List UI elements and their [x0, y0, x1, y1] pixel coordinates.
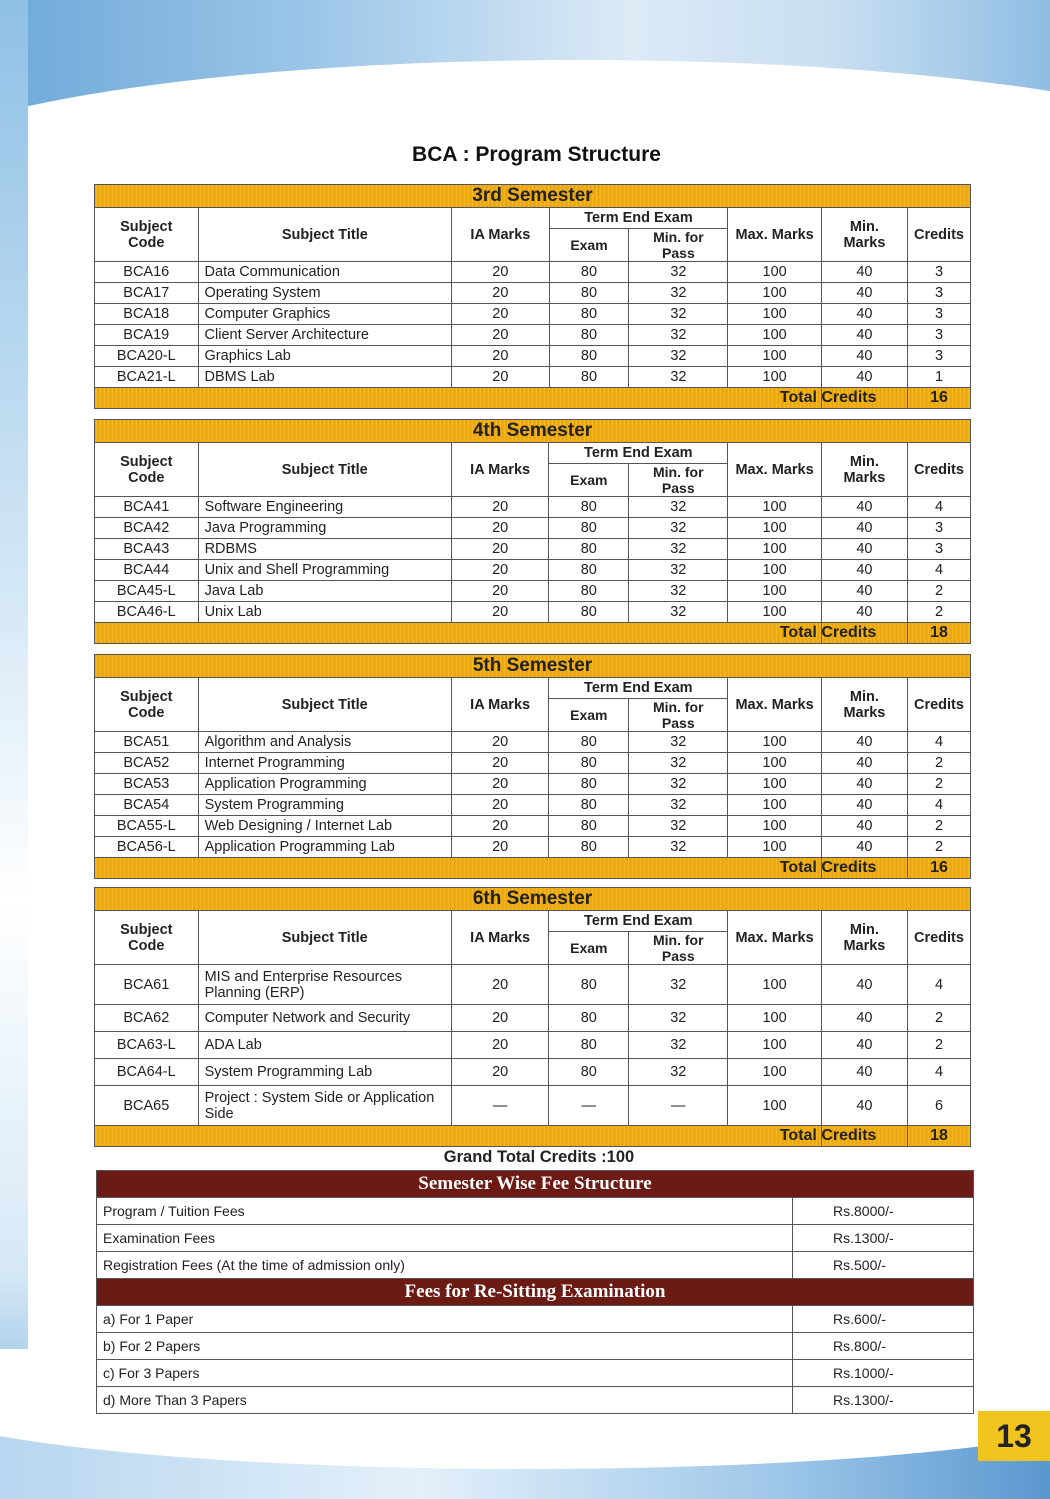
fee-row [97, 1252, 974, 1279]
cell-credits: 4 [907, 795, 970, 816]
cell-min-for-pass: 32 [629, 325, 728, 346]
cell-min-for-pass: 32 [629, 262, 728, 283]
cell-min-for-pass: 32 [629, 837, 728, 858]
cell-min-for-pass: 32 [629, 602, 728, 623]
cell-min-for-pass: 32 [629, 518, 728, 539]
col-credits: Credits [907, 911, 970, 965]
cell-max-marks: 100 [728, 283, 822, 304]
fee-item: a) For 1 Paper [97, 1306, 793, 1333]
col-term-end-exam: Term End Exam [549, 678, 728, 699]
cell-subject-title: Software Engineering [198, 497, 451, 518]
cell-subject-title: Computer Network and Security [198, 1005, 451, 1032]
semester-table [94, 419, 971, 644]
cell-exam-marks: 80 [549, 1005, 629, 1032]
cell-max-marks: 100 [728, 518, 822, 539]
semester-table [94, 887, 971, 1147]
fee-amount: Rs.1300/- [793, 1387, 974, 1414]
cell-min-marks: 40 [821, 325, 907, 346]
cell-min-marks: 40 [821, 581, 907, 602]
col-term-end-exam: Term End Exam [549, 911, 728, 932]
cell-subject-title: Java Lab [198, 581, 451, 602]
cell-ia-marks: — [451, 1086, 548, 1126]
table-row [95, 965, 971, 1005]
col-subject-title: Subject Title [198, 443, 451, 497]
cell-exam-marks: 80 [549, 602, 629, 623]
fee-item: c) For 3 Papers [97, 1360, 793, 1387]
cell-subject-title: RDBMS [198, 539, 451, 560]
col-min-for-pass: Min. for Pass [629, 229, 728, 262]
table-row [95, 262, 971, 283]
cell-credits: 2 [907, 1005, 970, 1032]
cell-credits: 4 [907, 965, 970, 1005]
cell-exam-marks: 80 [549, 795, 629, 816]
cell-max-marks: 100 [728, 1059, 822, 1086]
col-exam: Exam [549, 464, 629, 497]
cell-max-marks: 100 [728, 262, 822, 283]
cell-ia-marks: 20 [451, 795, 548, 816]
table-row [95, 539, 971, 560]
table-row [95, 325, 971, 346]
semester-heading: 5th Semester [95, 655, 971, 678]
cell-exam-marks: 80 [549, 539, 629, 560]
fee-row [97, 1387, 974, 1414]
cell-ia-marks: 20 [452, 367, 549, 388]
cell-subject-code: BCA63-L [95, 1032, 199, 1059]
cell-max-marks: 100 [728, 367, 822, 388]
cell-min-marks: 40 [821, 965, 907, 1005]
table-row [95, 304, 971, 325]
table-row [95, 753, 971, 774]
cell-subject-code: BCA42 [95, 518, 199, 539]
page-title: BCA : Program Structure [412, 143, 661, 166]
cell-subject-title: Java Programming [198, 518, 451, 539]
fee-amount: Rs.1300/- [793, 1225, 974, 1252]
cell-credits: 4 [907, 560, 970, 581]
cell-subject-title: Graphics Lab [198, 346, 452, 367]
cell-exam-marks: 80 [549, 325, 629, 346]
cell-subject-title: Unix Lab [198, 602, 451, 623]
cell-ia-marks: 20 [451, 837, 548, 858]
cell-min-for-pass: 32 [629, 560, 728, 581]
cell-subject-title: Computer Graphics [198, 304, 452, 325]
cell-ia-marks: 20 [451, 560, 548, 581]
cell-ia-marks: 20 [451, 581, 548, 602]
col-subject-code: Subject Code [95, 208, 199, 262]
cell-subject-title: MIS and Enterprise Resources Planning (ERP) [198, 965, 451, 1005]
semester-heading: 6th Semester [95, 888, 971, 911]
cell-min-marks: 40 [821, 1005, 907, 1032]
fee-amount: Rs.600/- [793, 1306, 974, 1333]
col-max-marks: Max. Marks [728, 678, 822, 732]
total-credits-label: Total Credits [821, 623, 907, 644]
fee-amount: Rs.500/- [793, 1252, 974, 1279]
cell-max-marks: 100 [728, 539, 822, 560]
cell-subject-title: Client Server Architecture [198, 325, 452, 346]
cell-ia-marks: 20 [451, 602, 548, 623]
cell-min-for-pass: 32 [629, 346, 728, 367]
cell-min-marks: 40 [821, 1032, 907, 1059]
cell-exam-marks: 80 [549, 304, 629, 325]
cell-min-for-pass: 32 [629, 497, 728, 518]
cell-max-marks: 100 [728, 346, 822, 367]
cell-subject-code: BCA17 [95, 283, 199, 304]
cell-min-for-pass: 32 [629, 816, 728, 837]
fee-row [97, 1306, 974, 1333]
cell-min-for-pass: 32 [629, 1059, 728, 1086]
col-exam: Exam [549, 699, 629, 732]
table-row [95, 732, 971, 753]
cell-credits: 1 [907, 367, 970, 388]
cell-exam-marks: 80 [549, 497, 629, 518]
table-row [95, 518, 971, 539]
cell-subject-title: Data Communication [198, 262, 452, 283]
cell-exam-marks: 80 [549, 581, 629, 602]
total-credits-label: Total Credits [821, 388, 907, 409]
cell-exam-marks: 80 [549, 346, 629, 367]
cell-exam-marks: 80 [549, 965, 629, 1005]
cell-exam-marks: 80 [549, 1032, 629, 1059]
cell-max-marks: 100 [728, 732, 822, 753]
fee-item: Registration Fees (At the time of admission only) [97, 1252, 793, 1279]
cell-exam-marks: 80 [549, 283, 629, 304]
table-row [95, 1059, 971, 1086]
cell-exam-marks: 80 [549, 560, 629, 581]
cell-credits: 4 [907, 732, 970, 753]
cell-min-for-pass: 32 [629, 283, 728, 304]
col-subject-code: Subject Code [95, 443, 199, 497]
cell-max-marks: 100 [728, 304, 822, 325]
cell-credits: 4 [907, 497, 970, 518]
total-credits-value: 16 [907, 388, 970, 409]
col-ia-marks: IA Marks [451, 678, 548, 732]
col-credits: Credits [907, 208, 970, 262]
cell-credits: 2 [907, 753, 970, 774]
cell-credits: 3 [907, 518, 970, 539]
fee-amount: Rs.1000/- [793, 1360, 974, 1387]
cell-max-marks: 100 [728, 816, 822, 837]
cell-exam-marks: 80 [549, 732, 629, 753]
cell-min-marks: 40 [821, 1059, 907, 1086]
col-credits: Credits [907, 443, 970, 497]
page-number: 13 [978, 1411, 1050, 1461]
cell-subject-code: BCA46-L [95, 602, 199, 623]
cell-min-marks: 40 [821, 367, 907, 388]
total-credits-label: Total Credits [821, 858, 907, 879]
fee-item: b) For 2 Papers [97, 1333, 793, 1360]
total-credits-value: 16 [907, 858, 970, 879]
col-max-marks: Max. Marks [728, 911, 822, 965]
col-subject-code: Subject Code [95, 678, 199, 732]
col-max-marks: Max. Marks [728, 208, 822, 262]
fee-row [97, 1198, 974, 1225]
col-ia-marks: IA Marks [451, 443, 548, 497]
cell-exam-marks: 80 [549, 816, 629, 837]
decorative-left-edge [0, 0, 28, 1499]
cell-max-marks: 100 [728, 560, 822, 581]
col-min-marks: Min. Marks [821, 678, 907, 732]
fee-row [97, 1225, 974, 1252]
cell-subject-title: Unix and Shell Programming [198, 560, 451, 581]
cell-min-for-pass: 32 [629, 539, 728, 560]
cell-exam-marks: 80 [549, 367, 629, 388]
cell-subject-code: BCA64-L [95, 1059, 199, 1086]
semester-heading: 3rd Semester [95, 185, 971, 208]
cell-ia-marks: 20 [451, 1059, 548, 1086]
cell-max-marks: 100 [728, 602, 822, 623]
cell-subject-code: BCA44 [95, 560, 199, 581]
cell-exam-marks: 80 [549, 753, 629, 774]
fee-item: Program / Tuition Fees [97, 1198, 793, 1225]
cell-ia-marks: 20 [452, 283, 549, 304]
cell-min-for-pass: 32 [629, 1005, 728, 1032]
cell-max-marks: 100 [728, 1032, 822, 1059]
col-subject-title: Subject Title [198, 208, 452, 262]
cell-min-for-pass: 32 [629, 732, 728, 753]
cell-subject-code: BCA65 [95, 1086, 199, 1126]
fee-item: d) More Than 3 Papers [97, 1387, 793, 1414]
cell-subject-code: BCA18 [95, 304, 199, 325]
total-credits-value: 18 [907, 1126, 970, 1147]
table-row [95, 283, 971, 304]
cell-max-marks: 100 [728, 325, 822, 346]
cell-subject-code: BCA51 [95, 732, 199, 753]
cell-min-marks: 40 [821, 262, 907, 283]
cell-subject-title: Operating System [198, 283, 452, 304]
cell-subject-code: BCA54 [95, 795, 199, 816]
cell-min-marks: 40 [821, 774, 907, 795]
cell-subject-title: ADA Lab [198, 1032, 451, 1059]
col-subject-title: Subject Title [198, 678, 451, 732]
cell-ia-marks: 20 [451, 753, 548, 774]
cell-subject-code: BCA19 [95, 325, 199, 346]
fee-amount: Rs.800/- [793, 1333, 974, 1360]
cell-ia-marks: 20 [451, 774, 548, 795]
cell-subject-title: Web Designing / Internet Lab [198, 816, 451, 837]
cell-subject-title: Application Programming [198, 774, 451, 795]
cell-min-marks: 40 [821, 346, 907, 367]
table-row [95, 497, 971, 518]
cell-min-marks: 40 [821, 1086, 907, 1126]
cell-min-marks: 40 [821, 837, 907, 858]
cell-min-for-pass: 32 [629, 1032, 728, 1059]
cell-ia-marks: 20 [452, 262, 549, 283]
table-row [95, 367, 971, 388]
cell-ia-marks: 20 [451, 965, 548, 1005]
cell-credits: 2 [907, 816, 970, 837]
col-subject-title: Subject Title [198, 911, 451, 965]
cell-credits: 3 [907, 346, 970, 367]
cell-min-marks: 40 [821, 602, 907, 623]
cell-subject-title: Internet Programming [198, 753, 451, 774]
col-ia-marks: IA Marks [452, 208, 549, 262]
cell-subject-title: Application Programming Lab [198, 837, 451, 858]
cell-credits: 2 [907, 602, 970, 623]
cell-max-marks: 100 [728, 753, 822, 774]
cell-max-marks: 100 [728, 837, 822, 858]
cell-ia-marks: 20 [451, 732, 548, 753]
cell-subject-title: System Programming [198, 795, 451, 816]
table-row [95, 816, 971, 837]
cell-subject-code: BCA53 [95, 774, 199, 795]
cell-min-for-pass: 32 [629, 367, 728, 388]
col-min-marks: Min. Marks [821, 443, 907, 497]
cell-min-marks: 40 [821, 816, 907, 837]
semester-table [94, 184, 971, 409]
cell-min-marks: 40 [821, 304, 907, 325]
cell-credits: 3 [907, 304, 970, 325]
col-min-for-pass: Min. for Pass [629, 464, 728, 497]
fee-structure-table [96, 1170, 974, 1414]
cell-min-marks: 40 [821, 753, 907, 774]
cell-subject-code: BCA55-L [95, 816, 199, 837]
fee-item: Examination Fees [97, 1225, 793, 1252]
col-min-for-pass: Min. for Pass [629, 699, 728, 732]
cell-subject-code: BCA16 [95, 262, 199, 283]
cell-min-marks: 40 [821, 497, 907, 518]
resitting-fees-heading: Fees for Re-Sitting Examination [97, 1279, 974, 1306]
cell-ia-marks: 20 [451, 1032, 548, 1059]
cell-credits: 6 [907, 1086, 970, 1126]
cell-exam-marks: 80 [549, 518, 629, 539]
semester-table [94, 654, 971, 879]
col-term-end-exam: Term End Exam [549, 208, 728, 229]
cell-max-marks: 100 [728, 1005, 822, 1032]
cell-min-for-pass: 32 [629, 581, 728, 602]
table-row [95, 346, 971, 367]
cell-subject-code: BCA20-L [95, 346, 199, 367]
cell-subject-code: BCA41 [95, 497, 199, 518]
cell-subject-code: BCA56-L [95, 837, 199, 858]
fee-structure-heading: Semester Wise Fee Structure [97, 1171, 974, 1198]
table-row [95, 1032, 971, 1059]
table-row [95, 774, 971, 795]
table-row [95, 1005, 971, 1032]
fee-row [97, 1333, 974, 1360]
table-row [95, 581, 971, 602]
grand-total-credits: Grand Total Credits :100 [443, 1148, 635, 1166]
fee-amount: Rs.8000/- [793, 1198, 974, 1225]
cell-subject-title: Algorithm and Analysis [198, 732, 451, 753]
cell-min-marks: 40 [821, 539, 907, 560]
cell-ia-marks: 20 [452, 304, 549, 325]
table-row [95, 602, 971, 623]
cell-credits: 2 [907, 1032, 970, 1059]
cell-credits: 4 [907, 1059, 970, 1086]
cell-credits: 3 [907, 262, 970, 283]
cell-min-marks: 40 [821, 283, 907, 304]
col-max-marks: Max. Marks [728, 443, 822, 497]
cell-exam-marks: 80 [549, 262, 629, 283]
cell-subject-code: BCA45-L [95, 581, 199, 602]
semester-heading: 4th Semester [95, 420, 971, 443]
total-credits-label: Total Credits [821, 1126, 907, 1147]
cell-ia-marks: 20 [452, 325, 549, 346]
total-credits-value: 18 [907, 623, 970, 644]
cell-credits: 3 [907, 325, 970, 346]
table-row [95, 795, 971, 816]
cell-max-marks: 100 [728, 1086, 822, 1126]
cell-ia-marks: 20 [451, 816, 548, 837]
cell-min-marks: 40 [821, 518, 907, 539]
cell-subject-title: DBMS Lab [198, 367, 452, 388]
cell-ia-marks: 20 [451, 497, 548, 518]
col-min-marks: Min. Marks [821, 208, 907, 262]
cell-subject-code: BCA43 [95, 539, 199, 560]
cell-max-marks: 100 [728, 795, 822, 816]
cell-exam-marks: — [549, 1086, 629, 1126]
cell-exam-marks: 80 [549, 1059, 629, 1086]
cell-exam-marks: 80 [549, 837, 629, 858]
cell-min-for-pass: 32 [629, 795, 728, 816]
col-exam: Exam [549, 932, 629, 965]
cell-max-marks: 100 [728, 581, 822, 602]
cell-max-marks: 100 [728, 965, 822, 1005]
cell-subject-code: BCA62 [95, 1005, 199, 1032]
cell-min-for-pass: — [629, 1086, 728, 1126]
cell-credits: 2 [907, 837, 970, 858]
cell-subject-title: Project : System Side or Application Side [198, 1086, 451, 1126]
table-row [95, 560, 971, 581]
col-subject-code: Subject Code [95, 911, 199, 965]
table-row [95, 837, 971, 858]
cell-subject-code: BCA52 [95, 753, 199, 774]
cell-min-for-pass: 32 [629, 774, 728, 795]
cell-min-marks: 40 [821, 795, 907, 816]
cell-ia-marks: 20 [451, 1005, 548, 1032]
col-credits: Credits [907, 678, 970, 732]
cell-ia-marks: 20 [451, 518, 548, 539]
cell-credits: 3 [907, 539, 970, 560]
cell-min-for-pass: 32 [629, 965, 728, 1005]
cell-exam-marks: 80 [549, 774, 629, 795]
cell-max-marks: 100 [728, 774, 822, 795]
fee-row [97, 1360, 974, 1387]
cell-credits: 2 [907, 581, 970, 602]
cell-ia-marks: 20 [451, 539, 548, 560]
cell-min-marks: 40 [821, 560, 907, 581]
cell-max-marks: 100 [728, 497, 822, 518]
col-term-end-exam: Term End Exam [549, 443, 728, 464]
col-exam: Exam [549, 229, 629, 262]
cell-credits: 2 [907, 774, 970, 795]
cell-credits: 3 [907, 283, 970, 304]
table-row [95, 1086, 971, 1126]
cell-min-marks: 40 [821, 732, 907, 753]
cell-subject-title: System Programming Lab [198, 1059, 451, 1086]
cell-subject-code: BCA61 [95, 965, 199, 1005]
col-min-marks: Min. Marks [821, 911, 907, 965]
cell-subject-code: BCA21-L [95, 367, 199, 388]
col-min-for-pass: Min. for Pass [629, 932, 728, 965]
cell-min-for-pass: 32 [629, 753, 728, 774]
col-ia-marks: IA Marks [451, 911, 548, 965]
cell-ia-marks: 20 [452, 346, 549, 367]
cell-min-for-pass: 32 [629, 304, 728, 325]
